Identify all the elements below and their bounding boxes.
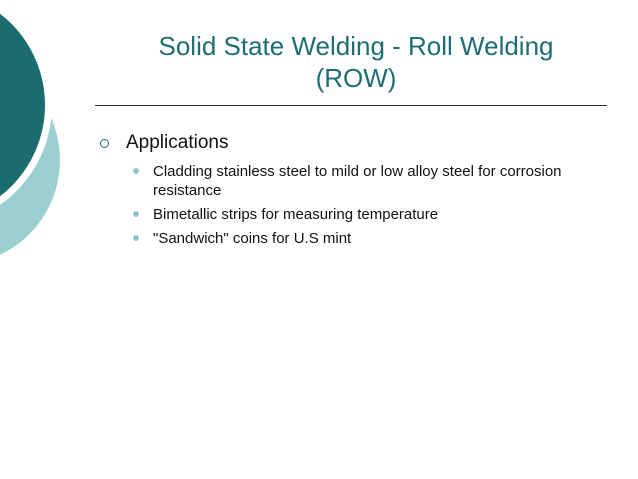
application-list [100, 162, 600, 248]
list-item [100, 162, 600, 200]
list-item-text: "Sandwich" coins for U.S mint [153, 230, 352, 247]
slide-title [96, 30, 616, 94]
dot-bullet-icon [133, 235, 139, 241]
list-item [100, 229, 600, 248]
title-line-1: Solid State Welding - Roll Welding [158, 31, 554, 61]
list-item-text: Cladding stainless steel to mild or low alloy steel for corrosion resistance [153, 163, 562, 199]
list-item [100, 205, 600, 224]
title-divider [95, 105, 607, 106]
section-heading-item [100, 131, 600, 155]
dot-bullet-icon [133, 168, 139, 174]
dot-bullet-icon [133, 211, 139, 217]
section-heading: Applications [126, 132, 229, 153]
list-item-text: Bimetallic strips for measuring temperature [153, 206, 439, 223]
hollow-circle-bullet-icon [100, 139, 109, 148]
title-line-2: (ROW) [315, 63, 397, 93]
slide-body [100, 131, 600, 253]
